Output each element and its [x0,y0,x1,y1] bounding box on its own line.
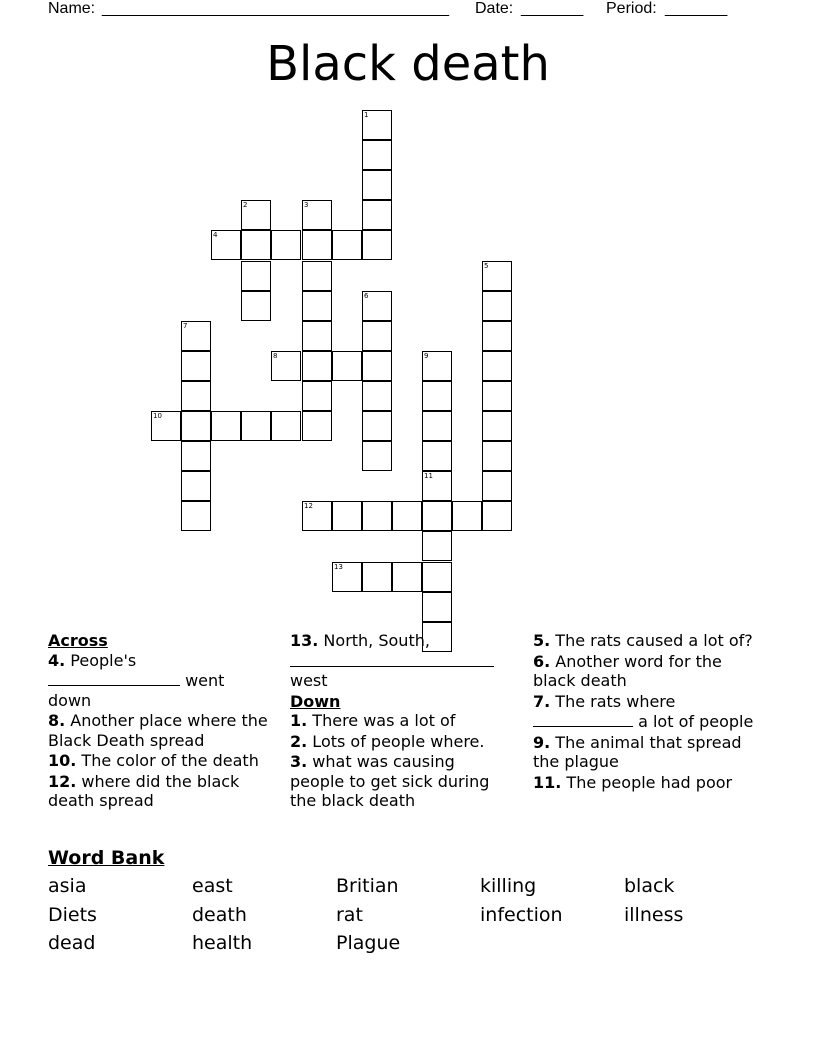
word-bank-item: illness [624,903,684,926]
clues-column-3 [533,631,755,793]
grid-cell[interactable] [302,200,332,230]
clue-number: 2 [243,201,248,209]
answer-blank [290,651,494,667]
grid-cell[interactable] [241,261,271,291]
grid-cell[interactable] [422,411,452,441]
grid-cell[interactable] [422,441,452,471]
clue-number: 6 [364,292,369,300]
clue-number: 11. [533,772,562,792]
grid-cell[interactable] [362,170,392,200]
clue-number: 7. [533,691,551,711]
grid-cell[interactable] [241,411,271,441]
down-header: Down [290,691,341,711]
date-label: Date: [475,0,514,17]
grid-cell[interactable] [392,562,422,592]
grid-cell[interactable] [332,351,362,381]
grid-cell[interactable] [211,230,241,260]
clue: 2. Lots of people where. [290,731,485,751]
grid-cell[interactable] [302,501,332,531]
word-bank-item: Britian [336,875,399,897]
grid-cell[interactable] [302,291,332,321]
period-label: Period: [606,0,657,17]
clue-number: 7 [183,322,188,330]
grid-cell[interactable] [482,411,512,441]
grid-cell[interactable] [241,291,271,321]
word-bank-item: dead [48,932,96,954]
name-field[interactable]: _______________________________________ [102,0,450,17]
clue-number: 13 [334,563,343,571]
grid-cell[interactable] [362,110,392,140]
grid-cell[interactable] [332,562,362,592]
clue: 6. Another word for the black death [533,651,722,690]
grid-cell[interactable] [422,381,452,411]
grid-cell[interactable] [271,411,301,441]
name-label: Name: [48,0,96,17]
grid-cell[interactable] [302,351,332,381]
clues-column-2 [290,631,512,812]
grid-cell[interactable] [362,200,392,230]
answer-blank [48,670,180,686]
grid-cell[interactable] [422,351,452,381]
grid-cell[interactable] [482,471,512,501]
grid-cell[interactable] [362,381,392,411]
clue: 10. The color of the death [48,751,259,770]
grid-cell[interactable] [362,140,392,170]
grid-cell[interactable] [482,501,512,531]
grid-cell[interactable] [422,592,452,622]
answer-blank [533,711,633,727]
clue-number: 12. [48,771,77,791]
clue-number: 2. [290,731,308,751]
clue-number: 12 [304,502,313,510]
grid-cell[interactable] [392,501,422,531]
grid-cell[interactable] [241,230,271,260]
word-bank-item: Diets [48,903,97,926]
grid-cell[interactable] [332,501,362,531]
clue-number: 9 [424,352,429,360]
grid-cell[interactable] [482,381,512,411]
grid-cell[interactable] [362,411,392,441]
word-bank-title: Word Bank [48,847,165,869]
word-bank-item: black [624,875,675,897]
grid-cell[interactable] [181,351,211,381]
clue-number: 4 [213,231,218,239]
grid-cell[interactable] [271,351,301,381]
period-field[interactable]: _______ [665,0,728,17]
clue: 13. North, South, west [290,631,512,691]
word-bank-item: east [192,875,233,897]
clue-number: 8. [48,711,66,730]
grid-cell[interactable] [241,200,271,230]
word-bank-item: killing [480,875,537,897]
word-bank-item: health [192,932,253,954]
grid-cell[interactable] [362,562,392,592]
grid-cell[interactable] [332,230,362,260]
grid-cell[interactable] [181,441,211,471]
across-header: Across [48,631,108,650]
grid-cell[interactable] [362,291,392,321]
clue-number: 5. [533,631,551,650]
clue: 7. The rats where a lot of people [533,691,754,731]
grid-cell[interactable] [181,321,211,351]
grid-cell[interactable] [482,291,512,321]
clue-number: 8 [273,352,278,360]
clue-number: 10. [48,751,77,770]
clue-number: 3 [304,201,309,209]
clue: 5. The rats caused a lot of? [533,631,753,650]
clue-number: 11 [424,472,433,480]
clue: 12. where did the black death spread [48,771,240,810]
word-bank-item: death [192,903,247,926]
grid-cell[interactable] [422,501,452,531]
grid-cell[interactable] [302,230,332,260]
grid-cell[interactable] [362,321,392,351]
word-bank-item: infection [480,903,563,926]
clue-number: 3. [290,752,308,771]
clue: 9. The animal that spread the plague [533,732,742,771]
grid-cell[interactable] [362,501,392,531]
grid-cell[interactable] [151,411,181,441]
grid-cell[interactable] [181,471,211,501]
clue: 3. what was causing people to get sick during the black death [290,752,490,810]
grid-cell[interactable] [482,441,512,471]
puzzle-title: Black death [266,36,550,92]
clue-number: 10 [153,412,162,420]
clue: 4. People's went down [48,650,225,710]
clue-number: 5 [484,262,489,270]
grid-cell[interactable] [181,381,211,411]
grid-cell[interactable] [181,501,211,531]
grid-cell[interactable] [482,351,512,381]
clue: 8. Another place where the Black Death spread [48,711,268,750]
grid-cell[interactable] [181,411,211,441]
clue-number: 9. [533,732,551,752]
grid-cell[interactable] [422,531,452,561]
clues-column-1 [48,631,270,812]
clue-number: 4. [48,650,66,670]
grid-cell[interactable] [422,562,452,592]
clue-number: 6. [533,651,551,671]
clue-number: 1. [290,711,308,730]
grid-cell[interactable] [362,230,392,260]
clue-number: 1 [364,111,369,119]
clue: 11. The people had poor [533,772,733,792]
grid-cell[interactable] [271,230,301,260]
grid-cell[interactable] [302,321,332,351]
grid-cell[interactable] [302,381,332,411]
grid-cell[interactable] [302,261,332,291]
grid-cell[interactable] [211,411,241,441]
grid-cell[interactable] [362,441,392,471]
grid-cell[interactable] [422,471,452,501]
grid-cell[interactable] [452,501,482,531]
grid-cell[interactable] [302,411,332,441]
grid-cell[interactable] [362,351,392,381]
clue: 1. There was a lot of [290,711,456,730]
grid-cell[interactable] [482,321,512,351]
word-bank-item: rat [336,903,363,926]
date-field[interactable]: _______ [521,0,584,17]
clue-number: 13. [290,631,319,650]
grid-cell[interactable] [482,261,512,291]
word-bank-item: asia [48,875,87,897]
word-bank-item: Plague [336,932,401,954]
